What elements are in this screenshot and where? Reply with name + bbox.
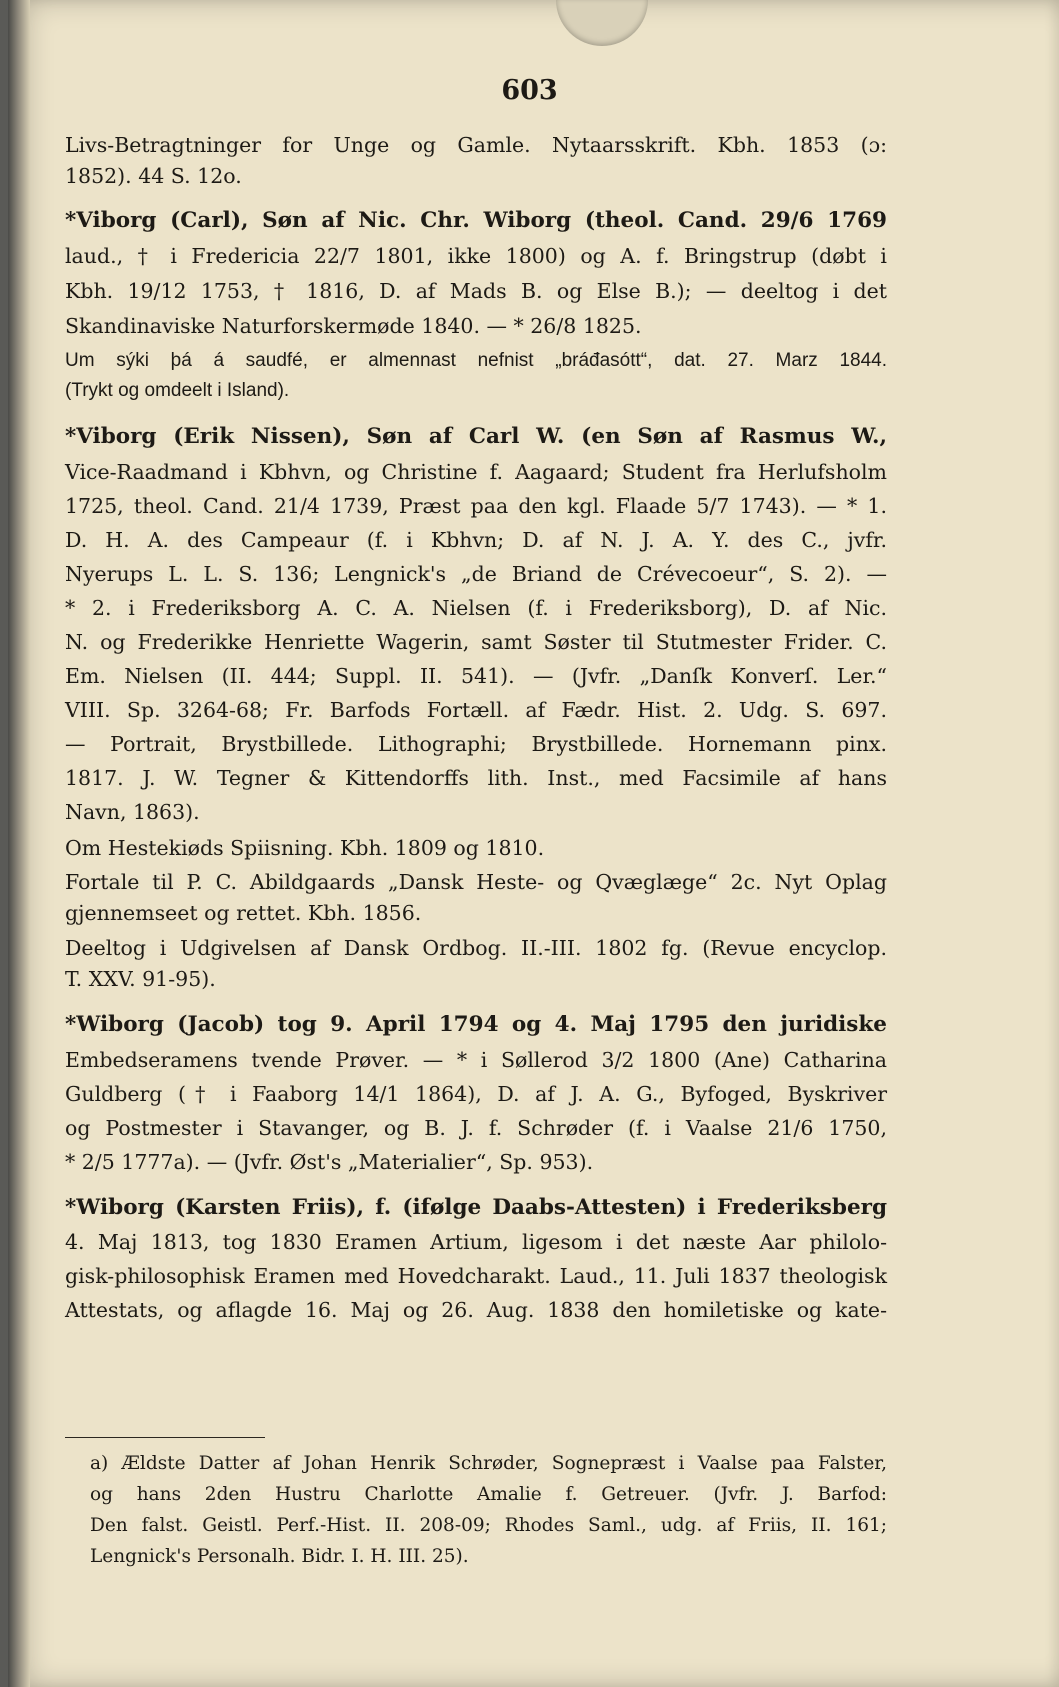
text-line: 1852). 44 S. 12o.: [65, 164, 242, 188]
text-line: (Trykt og omdeelt i Island).: [65, 380, 290, 401]
entry-heading-line: *Viborg (Carl), Søn af Nic. Chr. Wiborg (theol. Cand. 29/6 1769: [65, 208, 887, 233]
text-line: VIII. Sp. 3264-68; Fr. Barfods Fortæll. af Fædr. Hist. 2. Udg. S. 697.: [65, 698, 887, 722]
text-line: * 2. i Frederiksborg A. C. A. Nielsen (f. i Frederiksborg), D. af Nic.: [65, 596, 887, 620]
text-line: Nyerups L. L. S. 136; Lengnick's „de Briand de Crévecoeur“, S. 2). —: [65, 562, 887, 586]
page-number: 603: [501, 75, 558, 106]
entry-heading-line: *Wiborg (Jacob) tog 9. April 1794 og 4. Maj 1795 den juridiske: [65, 1012, 887, 1037]
text-line: Livs-Betragtninger for Unge og Gamle. Nytaarsskrift. Kbh. 1853 (ɔ:: [65, 133, 887, 157]
text-line: D. H. A. des Campeaur (f. i Kbhvn; D. af N. J. A. Y. des C., jvfr.: [65, 528, 887, 552]
page-holder-clip: [556, 0, 648, 46]
footnote-line: og hans 2den Hustru Charlotte Amalie f. Getreuer. (Jvfr. J. Barfod:: [90, 1484, 887, 1505]
footnote-line: Lengnick's Personalh. Bidr. I. H. III. 25).: [90, 1546, 469, 1567]
text-line: og Postmester i Stavanger, og B. J. f. Schrøder (f. i Vaalse 21/6 1750,: [65, 1116, 887, 1140]
text-line: Fortale til P. C. Abildgaards „Dansk Heste- og Qvæglæge“ 2c. Nyt Oplag: [65, 870, 887, 894]
book-binding-edge: [8, 0, 30, 1687]
text-line: gisk-philosophisk Eramen med Hovedcharakt. Laud., 11. Juli 1837 theologisk: [65, 1264, 887, 1288]
entry-heading-line: *Viborg (Erik Nissen), Søn af Carl W. (en Søn af Rasmus W.,: [65, 424, 887, 449]
text-line: 1725, theol. Cand. 21/4 1739, Præst paa den kgl. Flaade 5/7 1743). — * 1.: [65, 494, 887, 518]
text-line: Em. Nielsen (II. 444; Suppl. II. 541). — (Jvfr. „Danſk Konverſ. Ler.“: [65, 664, 887, 688]
text-line: Om Hestekiøds Spiisning. Kbh. 1809 og 1810.: [65, 836, 545, 860]
footnote-line: a) Ældste Datter af Johan Henrik Schrøder, Sognepræst i Vaalse paa Falster,: [90, 1453, 887, 1474]
text-line: Kbh. 19/12 1753, † 1816, D. af Mads B. og Else B.); — deeltog i det: [65, 279, 887, 303]
text-line: Attestats, og aflagde 16. Maj og 26. Aug. 1838 den homiletiske og kate-: [65, 1298, 887, 1322]
text-line: T. XXV. 91-95).: [65, 967, 216, 991]
text-line: laud., † i Fredericia 22/7 1801, ikke 1800) og A. f. Bringstrup (døbt i: [65, 244, 887, 268]
text-line: N. og Frederikke Henriette Wagerin, samt Søster til Stutmester Frider. C.: [65, 630, 887, 654]
text-line: 1817. J. W. Tegner & Kittendorffs lith. Inst., med Facsimile af hans: [65, 766, 887, 790]
footnote-divider: [65, 1437, 265, 1438]
text-line: gjennemseet og rettet. Kbh. 1856.: [65, 901, 422, 925]
text-line: — Portrait, Brystbillede. Lithographi; Brystbillede. Hornemann pinx.: [65, 732, 887, 756]
text-line: Um sýki þá á saudfé, er almennast nefnist „bráđasótt“, dat. 27. Marz 1844.: [65, 350, 887, 371]
text-line: Navn, 1863).: [65, 800, 200, 824]
text-line: Deeltog i Udgivelsen af Dansk Ordbog. II.-III. 1802 fg. (Revue encyclop.: [65, 936, 887, 960]
text-line: * 2/5 1777a). — (Jvfr. Øst's „Materialier“, Sp. 953).: [65, 1150, 594, 1174]
footnote-line: Den falst. Geistl. Perf.-Hist. II. 208-09; Rhodes Saml., udg. af Friis, II. 161;: [90, 1515, 887, 1536]
text-line: Skandinaviske Naturforskermøde 1840. — * 26/8 1825.: [65, 314, 642, 338]
text-line: Vice-Raadmand i Kbhvn, og Christine f. Aagaard; Student fra Herlufsholm: [65, 460, 887, 484]
text-line: 4. Maj 1813, tog 1830 Eramen Artium, ligesom i det næste Aar philolo-: [65, 1230, 887, 1254]
entry-heading-line: *Wiborg (Karsten Friis), f. (ifølge Daabs-Attesten) i Frederiksberg: [65, 1195, 887, 1220]
text-line: Guldberg († i Faaborg 14/1 1864), D. af J. A. G., Byfoged, Byskriver: [65, 1082, 887, 1106]
text-line: Embedseramens tvende Prøver. — * i Søllerod 3/2 1800 (Ane) Catharina: [65, 1048, 887, 1072]
